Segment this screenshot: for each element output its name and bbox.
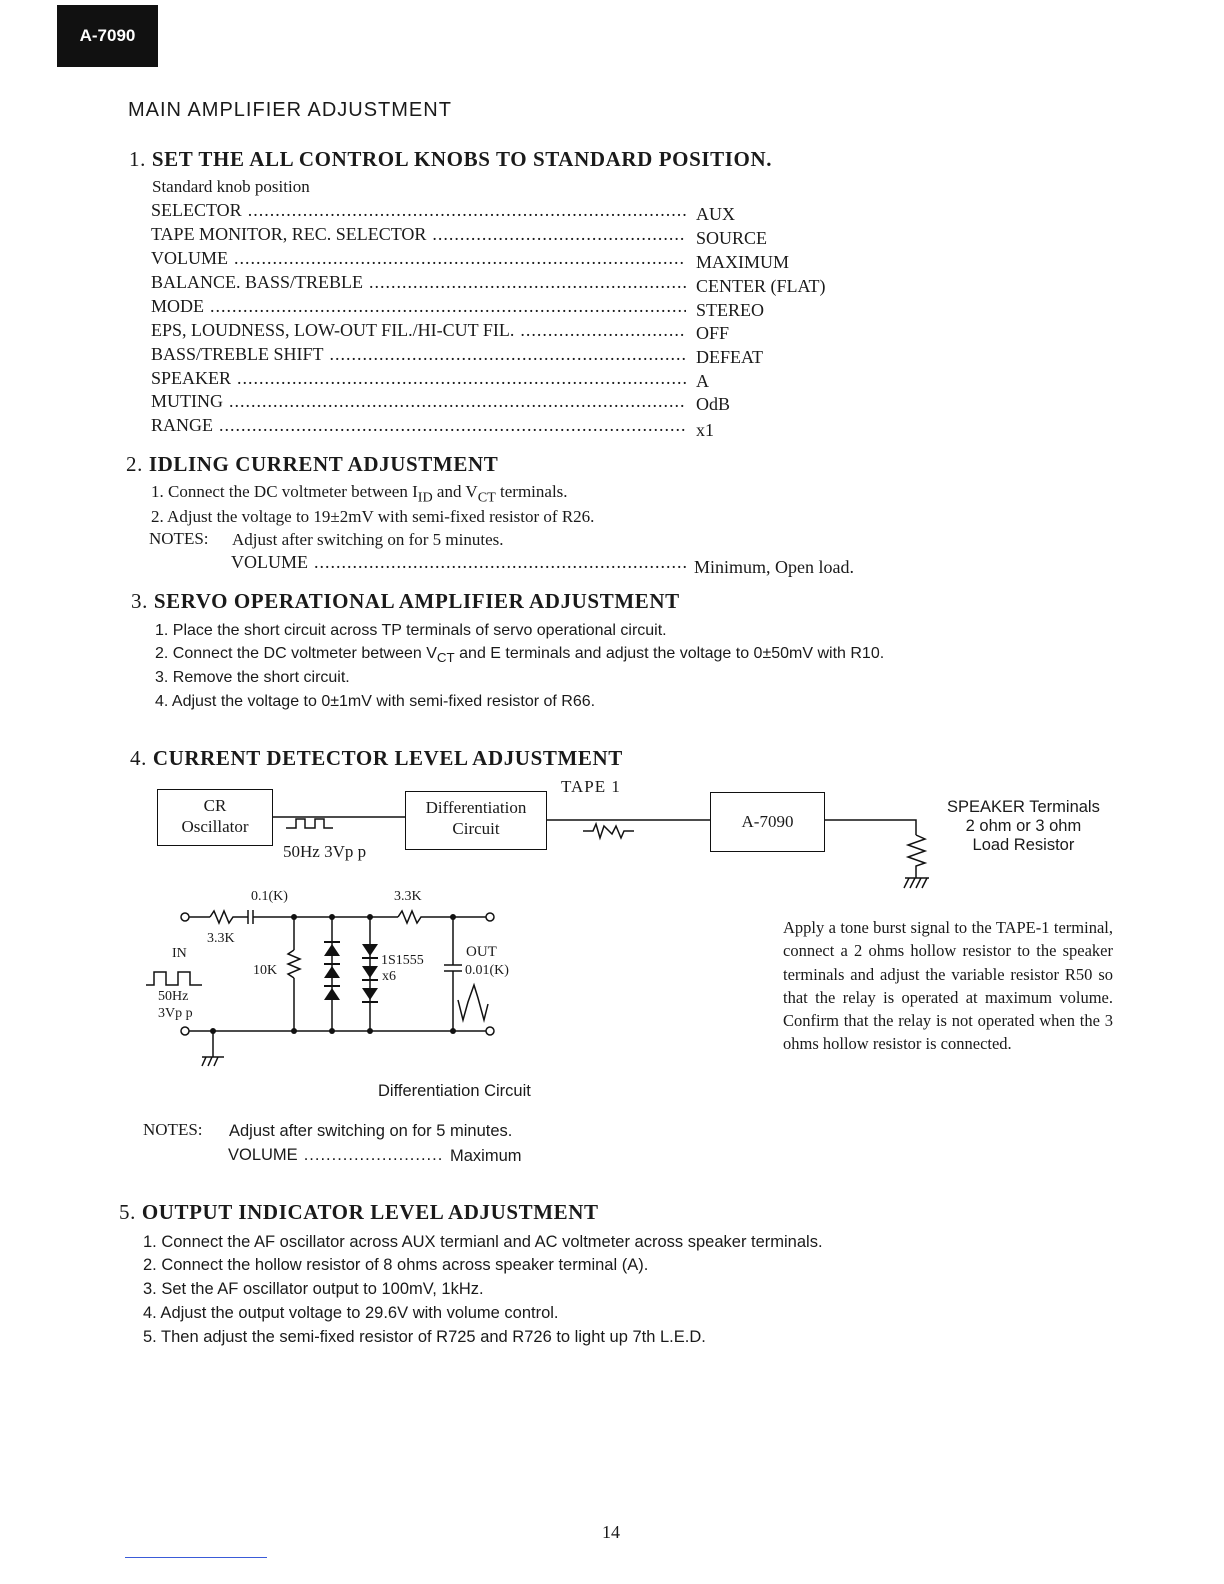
knob-row: RANGE ..... [151,415,686,436]
cap2-label: 0.01(K) [465,963,509,978]
tape-1-label: TAPE 1 [561,777,621,796]
10k-label: 10K [253,963,278,978]
section-3-step-1: 1. Place the short circuit across TP terminals of servo operational circuit. [155,622,667,639]
knob-value: MAXIMUM [696,252,790,272]
diode-count-label: x6 [382,969,396,984]
page-number: 14 [602,1522,620,1542]
section-4-volume-row: VOLUME ..... [228,1146,443,1165]
10k-resistor-icon [288,950,300,978]
section-2-volume-row: VOLUME ..... [231,552,686,573]
section-4-description: Apply a tone burst signal to the TAPE-1 terminal, connect a 2 ohms hollow resistor to the speaker terminals and adjust the variable resistor R50 so that the relay is operated at maximum volume. Confirm that the relay is not operated when the 3 ohms hollow resistor is connected. [783,918,1113,1054]
section-1-subtitle: Standard knob position [152,177,310,196]
section-3-step-3: 3. Remove the short circuit. [155,669,350,686]
section-2-volume-value: Minimum, Open load. [694,557,854,577]
out-terminal-bottom-icon [486,1027,494,1035]
section-4-notes-text: Adjust after switching on for 5 minutes. [229,1122,513,1140]
diode-icon [362,988,378,1000]
diode-icon [362,944,378,956]
knob-value: STEREO [696,300,765,320]
section-2-heading: 2. IDLING CURRENT ADJUSTMENT [126,452,499,476]
source-amp-label: 3Vp p [158,1006,193,1021]
section-3-step-2: 2. Connect the DC voltmeter between $V_{CT}$ and E terminals and adjust the voltage to 0±50mV with R10. [155,645,885,666]
knob-value: OFF [696,323,730,343]
knob-row: MODE ..... [151,296,686,317]
section-2-notes-text: Adjust after switching on for 5 minutes. [232,530,504,549]
knob-value: OdB [696,394,731,414]
section-3-heading: 3. SERVO OPERATIONAL AMPLIFIER ADJUSTMENT [131,589,680,613]
circuit-caption: Differentiation Circuit [378,1082,531,1100]
in-terminal-bottom-icon [181,1027,189,1035]
section-3-step-4: 4. Adjust the voltage to 0±1mV with semi-fixed resistor of R66. [155,693,596,710]
input-resistor-icon [210,911,248,923]
section-5-step-4: 4. Adjust the output voltage to 29.6V with volume control. [143,1304,559,1322]
a7090-block: A-7090 [710,792,825,852]
signal-label: 50Hz 3Vp p [283,842,367,861]
model-tag: A-7090 [57,5,158,67]
output-waveform-icon [458,985,488,1020]
knob-value: CENTER (FLAT) [696,276,826,296]
knob-row: TAPE MONITOR, REC. SELECTOR ..... [151,224,686,245]
knob-row: SPEAKER ..... [151,368,686,389]
knob-row: BASS/TREBLE SHIFT ..... [151,344,686,365]
knob-value: A [696,371,709,391]
input-square-wave-icon [146,972,202,985]
in-terminal-icon [181,913,189,921]
speaker-terminals-label: SPEAKER Terminals 2 ohm or 3 ohm Load Resistor [947,798,1100,854]
page-title: MAIN AMPLIFIER ADJUSTMENT [128,99,452,121]
in-label: IN [172,946,187,961]
section-2-step-1: 1. Connect the DC voltmeter between $I_{ID}$ and $V_{CT}$ terminals. [151,482,568,506]
knob-value: DEFEAT [696,347,763,367]
section-5-step-2: 2. Connect the hollow resistor of 8 ohms across speaker terminal (A). [143,1256,649,1274]
source-freq-label: 50Hz [158,989,189,1004]
knob-value: AUX [696,204,735,224]
diode-icon [324,944,340,956]
cr-oscillator-block: CR Oscillator [157,789,273,846]
output-resistor-label: 3.3K [394,889,422,904]
diode-icon [362,966,378,978]
section-5-step-1: 1. Connect the AF oscillator across AUX termianl and AC voltmeter across speaker terminals. [143,1233,823,1251]
section-5-step-5: 5. Then adjust the semi-fixed resistor of R725 and R726 to light up 7th L.E.D. [143,1328,706,1346]
section-1-heading: 1. SET THE ALL CONTROL KNOBS TO STANDARD POSITION. [129,147,773,171]
footer-rule [125,1557,267,1558]
knob-row: BALANCE. BASS/TREBLE ..... [151,272,686,293]
knob-value: x1 [696,420,714,440]
section-5-heading: 5. OUTPUT INDICATOR LEVEL ADJUSTMENT [119,1200,599,1224]
section-4-volume-value: Maximum [450,1147,522,1165]
knob-row: MUTING ..... [151,391,686,412]
knob-row: EPS, LOUDNESS, LOW-OUT FIL./HI-CUT FIL. ..... [151,320,686,341]
section-2-step-2: 2. Adjust the voltage to 19±2mV with semi-fixed resistor of R26. [151,507,595,526]
diode-icon [324,988,340,1000]
cap1-label: 0.1(K) [251,889,288,904]
output-resistor-icon [398,911,486,923]
diode-icon [324,966,340,978]
knob-value: SOURCE [696,228,768,248]
input-resistor-label: 3.3K [207,931,235,946]
out-terminal-top-icon [486,913,494,921]
section-4-notes-label: NOTES: [143,1120,203,1139]
diode-label: 1S1555 [381,953,424,968]
knob-row: SELECTOR ..... [151,200,686,221]
section-4-heading: 4. CURRENT DETECTOR LEVEL ADJUSTMENT [130,746,623,770]
differentiation-circuit-block: Differentiation Circuit [405,791,547,850]
out-label: OUT [466,944,497,960]
knob-row: VOLUME ..... [151,248,686,269]
section-5-step-3: 3. Set the AF oscillator output to 100mV, 1kHz. [143,1280,484,1298]
section-2-notes-label: NOTES: [149,529,209,548]
